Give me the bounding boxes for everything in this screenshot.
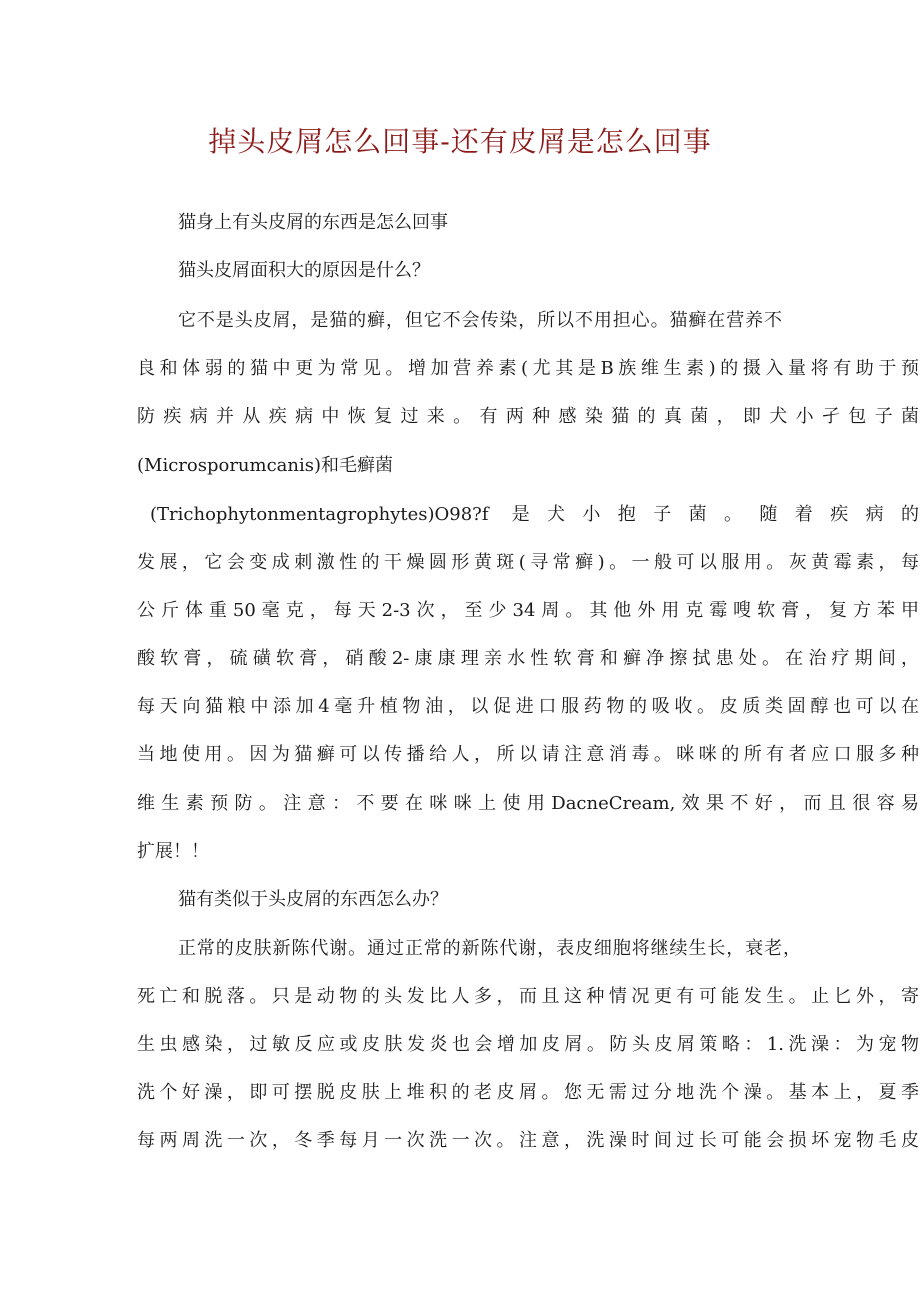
- subheading-1: 猫身上有头皮屑的东西是怎么回事: [178, 212, 448, 233]
- paragraph-line: 它不是头皮屑，是猫的癣，但它不会传染，所以不用担心。猫癣在营养不: [178, 310, 782, 331]
- paragraph-line: 生虫感染，过敏反应或皮肤发炎也会增加皮屑。防头皮屑策略：1.洗澡：为宠物: [137, 1034, 919, 1055]
- document-title: 掉头皮屑怎么回事-还有皮屑是怎么回事: [208, 125, 712, 158]
- paragraph-line: (Trichophytonmentagrophytes)O98?f 是犬小抱子菌。随着疾病的: [150, 504, 919, 525]
- paragraph-line: 当地使用。因为猫癣可以传播给人，所以请注意消毒。咪咪的所有者应口服多种: [137, 744, 919, 765]
- paragraph-line: 发展，它会变成刺激性的干燥圆形黄斑(寻常癣)。一般可以服用。灰黄霉素，每: [137, 552, 919, 573]
- paragraph-line: 良和体弱的猫中更为常见。增加营养素(尤其是B族维生素)的摄入量将有助于预: [137, 358, 919, 379]
- paragraph-line: 酸软膏，硫磺软膏，硝酸2-康康理亲水性软膏和癣净擦拭患处。在治疗期间，: [137, 648, 919, 669]
- paragraph-line: 正常的皮肤新陈代谢。通过正常的新陈代谢，表皮细胞将继续生长，衰老，: [178, 938, 801, 959]
- paragraph-line: 每两周洗一次，冬季每月一次洗一次。注意，洗澡时间过长可能会损坏宠物毛皮: [137, 1130, 919, 1151]
- paragraph-line: 防疾病并从疾病中恢复过来。有两种感染猫的真菌，即犬小孑包子菌: [137, 406, 919, 427]
- paragraph-line: 维生素预防。注意：不要在咪咪上使用DacneCream,效果不好，而且很容易: [137, 793, 919, 814]
- paragraph-line: (Microsporumcanis)和毛癣菌: [137, 455, 394, 476]
- subheading-2: 猫头皮屑面积大的原因是什么？: [178, 260, 430, 281]
- subheading-3: 猫有类似于头皮屑的东西怎么办？: [178, 889, 448, 910]
- paragraph-line: 公斤体重50毫克，每天2-3次，至少34周。其他外用克霉嗖软膏，复方苯甲: [137, 600, 919, 621]
- paragraph-line: 死亡和脱落。只是动物的头发比人多，而且这种情况更有可能发生。止匕外，寄: [137, 986, 919, 1007]
- paragraph-line: 洗个好澡，即可摆脱皮肤上堆积的老皮屑。您无需过分地洗个澡。基本上，夏季: [137, 1082, 919, 1103]
- paragraph-line: 每天向猫粮中添加4毫升植物油，以促进口服药物的吸收。皮质类固醇也可以在: [137, 696, 919, 717]
- paragraph-line: 扩展！！: [137, 841, 209, 862]
